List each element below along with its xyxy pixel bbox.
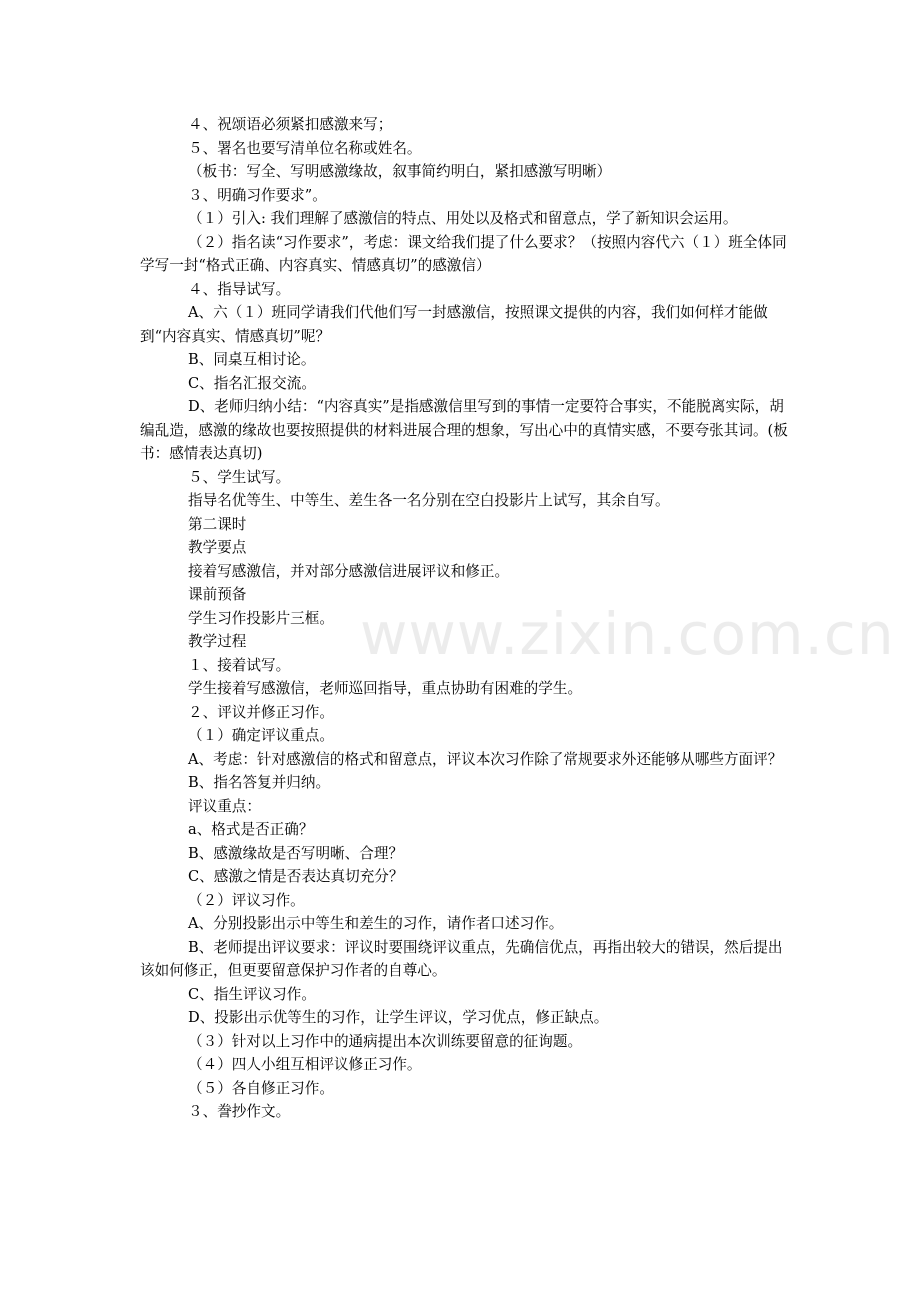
text-line: ３、誊抄作文。 (188, 1103, 291, 1120)
text-line: １、接着试写。 (188, 656, 291, 674)
text-line: 评议重点： (188, 797, 261, 815)
section-heading: 课前预备 (188, 586, 247, 603)
text-line: （２）评议习作。 (188, 891, 305, 909)
document-body (140, 113, 788, 1124)
text-line: A、分别投影出示中等生和差生的习作，请作者口述习作。 (188, 915, 564, 932)
text-paragraph: （２）指名读“习作要求”，考虑：课文给我们提了什么要求？（按照内容代六（１）班全体同学写一封“格式正确、内容真实、情感真切”的感激信） (140, 233, 787, 274)
text-line: C、指生评议习作。 (188, 985, 316, 1003)
text-paragraph: A、考虑：针对感激信的格式和留意点，评议本次习作除了常规要求外还能够从哪些方面评？ (188, 750, 783, 768)
text-line: 接着写感激信，并对部分感激信进展评议和修正。 (188, 562, 510, 580)
text-line: 学生接着写感激信，老师巡回指导，重点协助有困难的学生。 (188, 680, 583, 697)
text-line: ５、学生试写。 (188, 468, 291, 486)
text-paragraph: A、六（１）班同学请我们代他们写一封感激信，按照课文提供的内容，我们如何样才能做到“内容真实、情感真切”呢？ (140, 304, 768, 345)
text-line: （板书：写全、写明感激缘故，叙事简约明白，紧扣感激写明晰） (188, 163, 612, 180)
text-line: ４、指导试写。 (188, 280, 291, 298)
text-line: C、感激之情是否表达真切充分？ (188, 868, 404, 885)
text-line: B、感激缘故是否写明晰、合理？ (188, 844, 404, 862)
text-line: ４、祝颂语必须紧扣感激来写； (188, 116, 393, 133)
section-heading: 第二课时 (188, 515, 247, 533)
text-line: ２、评议并修正习作。 (188, 703, 334, 721)
section-heading: 教学过程 (188, 633, 247, 650)
text-line: 学生习作投影片三框。 (188, 609, 334, 627)
text-line: （１）引入: 我们理解了感激信的特点、用处以及格式和留意点，学了新知识会运用。 (188, 210, 738, 227)
text-line: D、投影出示优等生的习作，让学生评议，学习优点，修正缺点。 (188, 1009, 609, 1026)
text-line: 指导名优等生、中等生、差生各一名分别在空白投影片上试写，其余自写。 (188, 492, 670, 509)
text-paragraph: B、老师提出评议要求：评议时要围绕评议重点，先确信优点，再指出较大的错误，然后提出该如何修正，但更要留意保护习作者的自尊心。 (140, 938, 783, 979)
text-line: （３）针对以上习作中的通病提出本次训练要留意的征询题。 (188, 1032, 583, 1050)
text-line: B、指名答复并归纳。 (188, 774, 331, 791)
text-line: （５）各自修正习作。 (188, 1079, 334, 1097)
text-line: B、同桌互相讨论。 (188, 351, 316, 368)
text-line: a、格式是否正确？ (188, 821, 314, 838)
watermark: www.zixin.com.cn (360, 600, 895, 668)
text-line: （１）确定评议重点。 (188, 727, 334, 744)
text-line: （４）四人小组互相评议修正习作。 (188, 1056, 422, 1073)
text-paragraph: D、老师归纳小结：“内容真实”是指感激信里写到的事情一定要符合事实，不能脱离实际，胡编乱造，感激的缘故也要按照提供的材料进展合理的想象，写出心中的真情实感，不要夸张其词。(板书：感情表达真切) (140, 398, 788, 462)
section-heading: 教学要点 (188, 539, 247, 556)
text-line: ５、署名也要写清单位名称或姓名。 (188, 139, 422, 157)
text-line: ３、明确习作要求”。 (188, 186, 327, 204)
text-line: C、指名汇报交流。 (188, 374, 316, 392)
